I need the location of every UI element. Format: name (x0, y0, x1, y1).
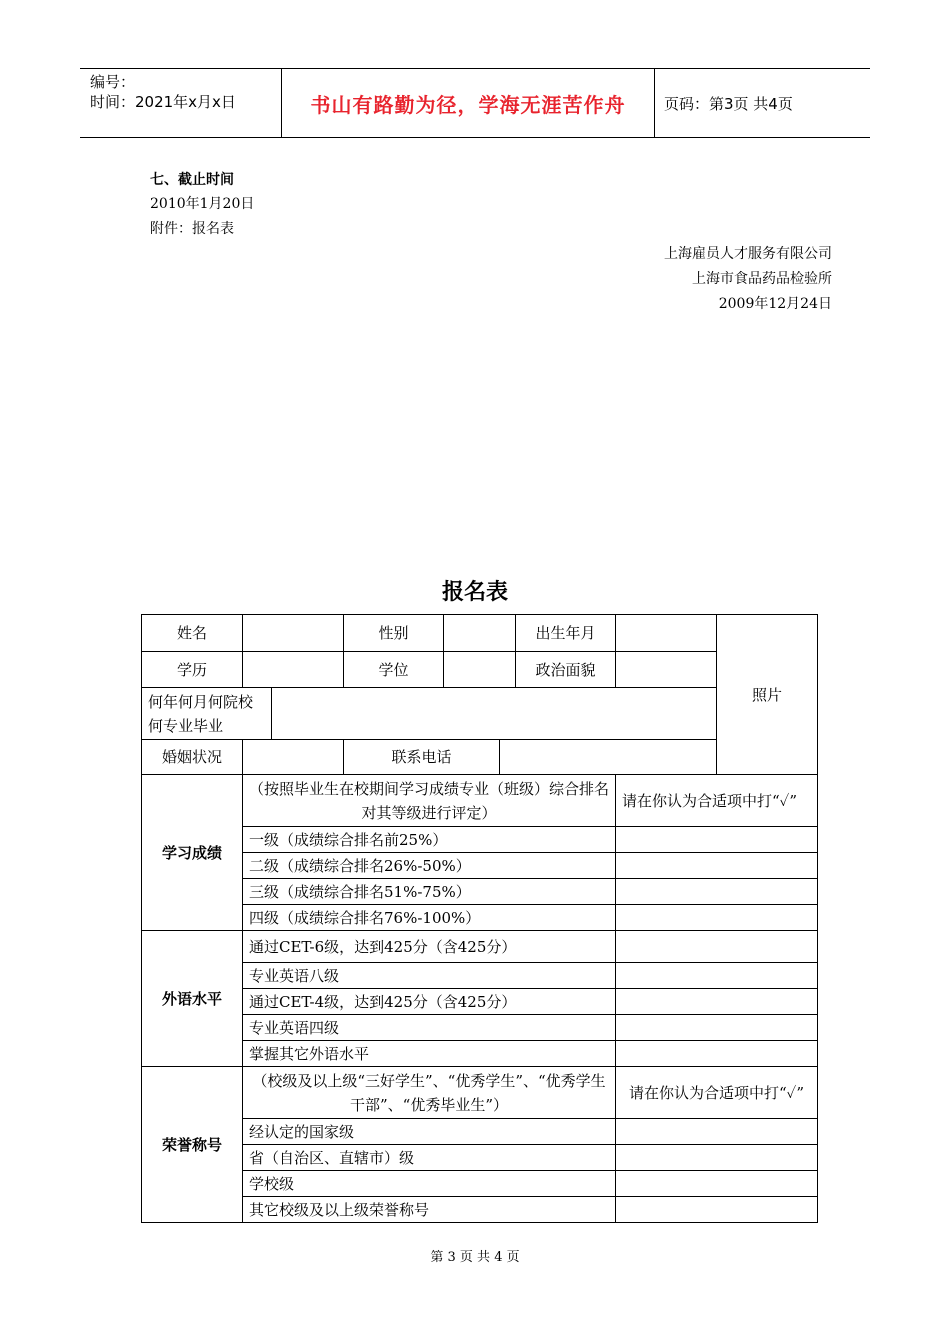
honor-item: 其它校级及以上级荣誉称号 (243, 1197, 616, 1223)
gender-label: 性别 (344, 615, 444, 652)
number-label: 编号： (90, 73, 136, 91)
academic-item: 四级（成绩综合排名76%-100%） (243, 905, 616, 931)
language-check-cell[interactable] (616, 989, 818, 1015)
time-label: 时间：2021年x月x日 (90, 93, 236, 111)
academic-check-cell[interactable] (616, 827, 818, 853)
section-heading: 七、截止时间 (150, 172, 234, 188)
photo-cell[interactable] (717, 615, 818, 775)
language-item: 专业英语八级 (243, 963, 616, 989)
gender-field[interactable] (444, 615, 516, 652)
language-check-cell[interactable] (616, 963, 818, 989)
name-field[interactable] (243, 615, 344, 652)
marital-label: 婚姻状况 (142, 740, 243, 775)
academic-item: 一级（成绩综合排名前25%） (243, 827, 616, 853)
academic-section-label: 学习成绩 (142, 775, 243, 931)
graduation-label: 何年何月何院校何专业毕业 (142, 688, 272, 740)
header-page-label: 页码：第3页 共4页 (664, 94, 793, 113)
honor-note: （校级及以上级“三好学生”、“优秀学生”、“优秀学生干部”、“优秀毕业生”） (243, 1067, 616, 1119)
language-item: 通过CET-4级，达到425分（含425分） (243, 989, 616, 1015)
form-title: 报名表 (441, 580, 508, 605)
photo-label: 照片 (752, 686, 783, 704)
honor-item: 经认定的国家级 (243, 1119, 616, 1145)
honor-item: 省（自治区、直辖市）级 (243, 1145, 616, 1171)
honor-check-cell[interactable] (616, 1145, 818, 1171)
degree-field[interactable] (444, 652, 516, 688)
birth-field[interactable] (616, 615, 717, 652)
phone-field[interactable] (500, 740, 717, 775)
deadline-text: 2010年1月20日 (150, 196, 255, 212)
honor-check-cell[interactable] (616, 1171, 818, 1197)
honor-check-cell[interactable] (616, 1119, 818, 1145)
header-motto: 书山有路勤为径，学海无涯苦作舟 (282, 69, 655, 137)
page-header (80, 68, 870, 138)
education-field[interactable] (243, 652, 344, 688)
page-footer: 第 3 页 共 4 页 (430, 1250, 520, 1265)
attachment-text: 附件：报名表 (150, 221, 234, 237)
academic-check-cell[interactable] (616, 879, 818, 905)
language-check-cell[interactable] (616, 1041, 818, 1067)
language-check-cell[interactable] (616, 1015, 818, 1041)
academic-check-cell[interactable] (616, 853, 818, 879)
signature-date: 2009年12月24日 (718, 296, 832, 312)
honor-check-cell[interactable] (616, 1197, 818, 1223)
org-name-1: 上海雇员人才服务有限公司 (664, 246, 832, 262)
language-item: 通过CET-6级，达到425分（含425分） (243, 931, 616, 963)
header-info-cell (80, 69, 282, 137)
political-field[interactable] (616, 652, 717, 688)
language-check-cell[interactable] (616, 931, 818, 963)
honor-item: 学校级 (243, 1171, 616, 1197)
phone-label: 联系电话 (344, 740, 500, 775)
honor-section-label: 荣誉称号 (142, 1067, 243, 1223)
academic-note: （按照毕业生在校期间学习成绩专业（班级）综合排名对其等级进行评定） (243, 775, 616, 827)
academic-check-note: 请在你认为合适项中打“✓” (616, 775, 818, 827)
registration-form (141, 614, 818, 1223)
org-name-2: 上海市食品药品检验所 (692, 271, 832, 287)
language-section-label: 外语水平 (142, 931, 243, 1067)
graduation-field[interactable] (272, 688, 717, 740)
academic-check-cell[interactable] (616, 905, 818, 931)
academic-item: 二级（成绩综合排名26%-50%） (243, 853, 616, 879)
academic-item: 三级（成绩综合排名51%-75%） (243, 879, 616, 905)
honor-check-note: 请在你认为合适项中打“✓” (616, 1067, 818, 1119)
language-item: 掌握其它外语水平 (243, 1041, 616, 1067)
degree-label: 学位 (344, 652, 444, 688)
name-label: 姓名 (142, 615, 243, 652)
education-label: 学历 (142, 652, 243, 688)
language-item: 专业英语四级 (243, 1015, 616, 1041)
marital-field[interactable] (243, 740, 344, 775)
political-label: 政治面貌 (516, 652, 616, 688)
birth-label: 出生年月 (516, 615, 616, 652)
